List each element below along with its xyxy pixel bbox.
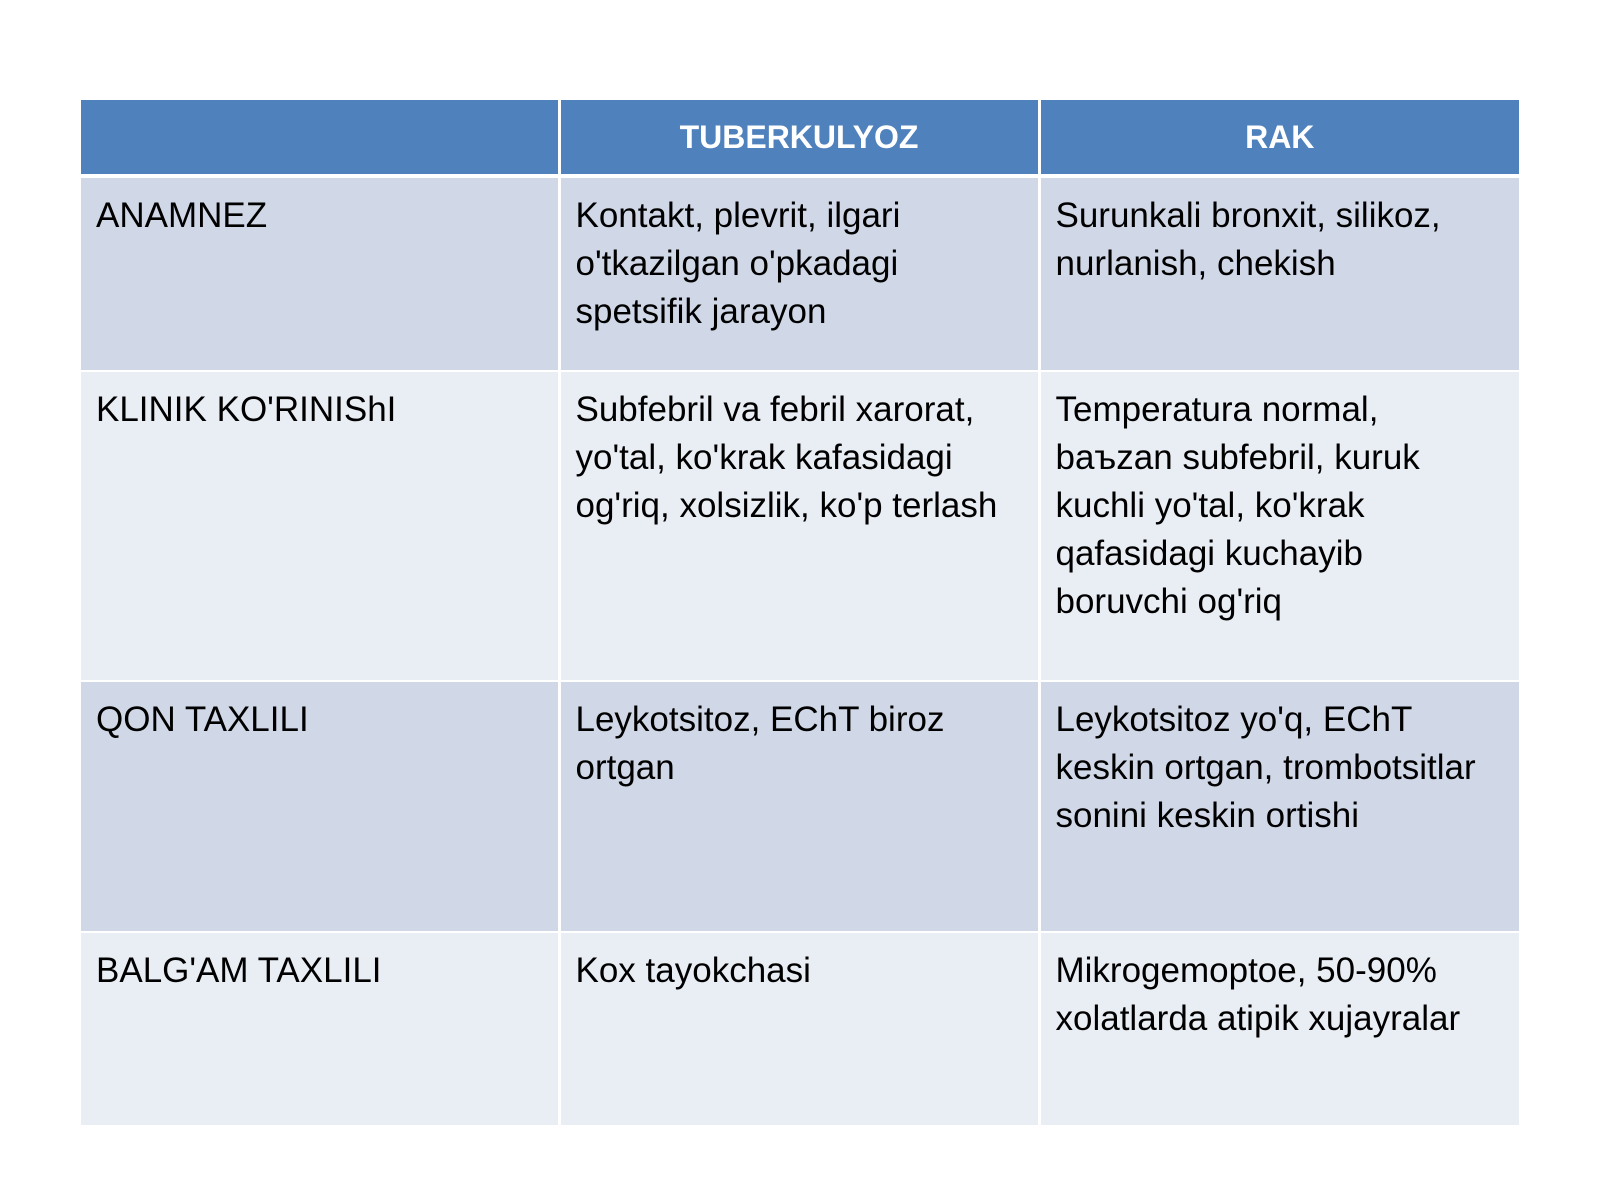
tuberkulyoz-cell: Kontakt, plevrit, ilgari o'tkazilgan o'pkadagi spetsifik jarayon <box>559 176 1039 371</box>
table-row-klinik <box>81 371 1519 681</box>
rak-cell: Leykotsitoz yo'q, EChT keskin ortgan, trombotsitlar sonini keskin ortishi <box>1039 681 1519 932</box>
table-row-balgam <box>81 932 1519 1125</box>
table-row-anamnez <box>81 176 1519 371</box>
rak-cell: Mikrogemoptoe, 50-90% xolatlarda atipik xujayralar <box>1039 932 1519 1125</box>
comparison-table <box>81 100 1519 1125</box>
row-label: QON TAXLILI <box>81 681 559 932</box>
row-label: KLINIK KO'RINIShI <box>81 371 559 681</box>
rak-cell: Temperatura normal, baъzan subfebril, kuruk kuchli yo'tal, ko'krak qafasidagi kuchayib boruvchi og'riq <box>1039 371 1519 681</box>
tuberkulyoz-cell: Leykotsitoz, EChT biroz ortgan <box>559 681 1039 932</box>
tuberkulyoz-cell: Subfebril va febril xarorat, yo'tal, ko'krak kafasidagi og'riq, xolsizlik, ko'p terlash <box>559 371 1039 681</box>
tuberkulyoz-cell: Kox tayokchasi <box>559 932 1039 1125</box>
table-row-qon <box>81 681 1519 932</box>
row-label: BALG'AM TAXLILI <box>81 932 559 1125</box>
rak-cell: Surunkali bronxit, silikoz, nurlanish, chekish <box>1039 176 1519 371</box>
row-label: ANAMNEZ <box>81 176 559 371</box>
header-rak: RAK <box>1039 100 1519 176</box>
table-header-row <box>81 100 1519 176</box>
header-empty-cell <box>81 100 559 176</box>
header-tuberkulyoz: TUBERKULYOZ <box>559 100 1039 176</box>
